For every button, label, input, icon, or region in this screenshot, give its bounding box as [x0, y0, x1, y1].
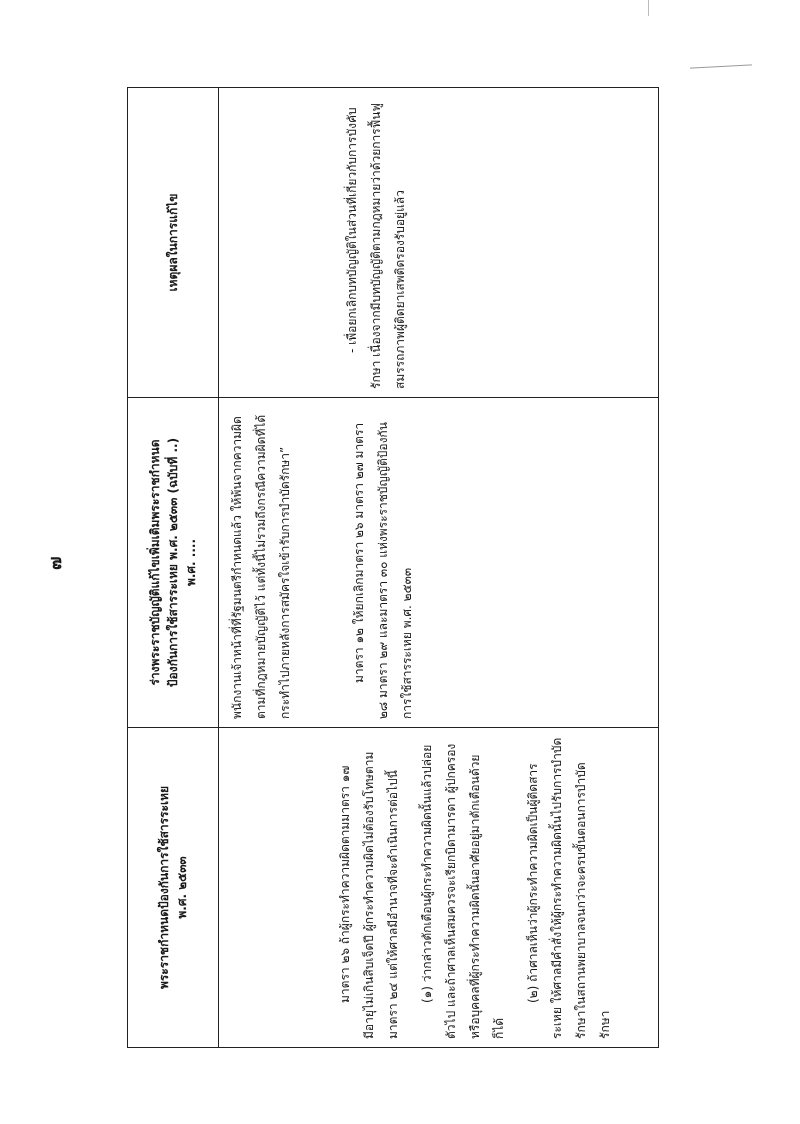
cell-spacer	[307, 406, 347, 719]
cell-reason	[219, 88, 659, 398]
header-line: พระราชกำหนดป้องกันการใช้สารระเหย	[157, 785, 171, 990]
draft-paragraph: มาตรา ๑๒ ให้ยกเลิกมาตรา ๒๖ มาตรา ๒๗ มาตรา ๒๘ มาตรา ๒๙ และมาตรา ๓๐ แห่งพระราชบัญญัติป้องกันการใช้สารระเหย พ.ศ. ๒๕๓๓	[352, 422, 414, 719]
header-draft-amendment	[128, 398, 219, 728]
cell-original-law	[219, 728, 659, 1048]
header-line: ป้องกันการใช้สารระเหย พ.ศ. ๒๕๓๓ (ฉบับที่ ..)	[166, 437, 180, 688]
comparison-table	[127, 87, 659, 1048]
scan-stray-mark	[690, 64, 752, 68]
cell-draft-amendment	[219, 398, 659, 728]
reason-paragraph: - เพื่อยกเลิกบทบัญญัติในส่วนที่เกี่ยวกับการบังคับรักษา เนื่องจากมีบทบัญญัติตามกฎหมายว่าด้วยการฟื้นฟูสมรรถภาพผู้ติดยาเสพติดรองรับอยู่แล้ว	[345, 103, 407, 389]
law-paragraph: (๑) ว่ากล่าวตักเตือนผู้กระทำความผิดนั้นแล้วปล่อยตัวไป และถ้าศาลเห็นสมควรจะเรียกบิดามารดา ผู้ปกครอง หรือบุคคลที่ผู้กระทำความผิดนั้นอาศัยอยู่มาตักเตือนด้วยก็ได้	[420, 743, 506, 1039]
rotated-page-content	[127, 88, 659, 1048]
law-paragraph: มาตรา ๒๖ ถ้าผู้กระทำความผิดตามมาตรา ๑๗ มีอายุไม่เกินสิบเจ็ดปี ผู้กระทำความผิดไม่ต้องรับโทษตามมาตรา ๒๔ แต่ให้ศาลมีอำนาจที่จะดำเนินการต่อไปนี้	[338, 751, 400, 1039]
cell-spacer	[225, 736, 333, 1039]
header-line: พ.ศ. ๒๕๓๓	[175, 856, 189, 919]
header-line: เหตุผลในการแก้ไข	[166, 193, 180, 292]
header-line: พ.ศ. ....	[184, 538, 198, 587]
scan-stray-mark	[648, 0, 649, 16]
table-header-row	[128, 88, 219, 1048]
header-reason	[128, 88, 219, 398]
cell-spacer	[225, 96, 340, 389]
header-line: ร่างพระราชบัญญัติแก้ไขเพิ่มเติมพระราชกำหนด	[148, 439, 162, 686]
page-number: ๗	[45, 556, 66, 570]
table-row	[219, 88, 659, 1048]
header-original-law	[128, 728, 219, 1048]
draft-paragraph: พนักงานเจ้าหน้าที่ที่รัฐมนตรีกำหนดแล้ว ให้พ้นจากความผิดตามที่กฎหมายบัญญัติไว้ แต่ทั้งนี้ไม่รวมถึงกรณีความผิดที่ได้กระทำไปภายหลังการสมัครใจเข้ารับการบำบัดรักษา”	[230, 414, 292, 719]
law-paragraph: (๒) ถ้าศาลเห็นว่าผู้กระทำความผิดเป็นผู้ติดสารระเหย ให้ศาลมีคำสั่งให้ผู้กระทำความผิดนั้นไปรับการบำบัดรักษาในสถานพยาบาลจนกว่าจะครบขั้นตอนการบำบัดรักษา	[526, 737, 612, 1039]
